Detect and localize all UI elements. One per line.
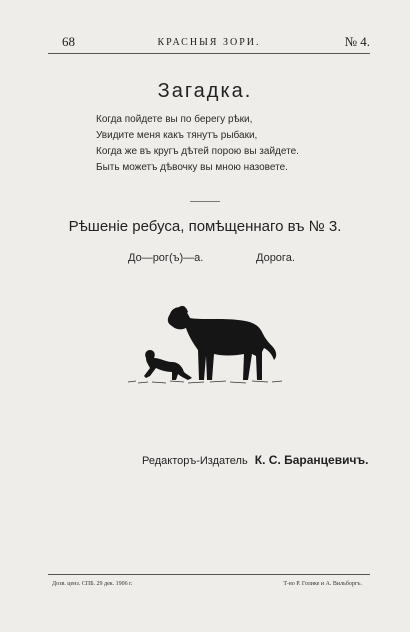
riddle-poem xyxy=(96,112,396,176)
printer-note: Т-во Р. Голике и А. Вильборгъ. xyxy=(283,581,362,587)
journal-title: КРАСНЫЯ ЗОРИ. xyxy=(157,37,261,48)
page-number: 68 xyxy=(62,34,75,49)
poem-line: Когда пойдете вы по берегу рѣки, xyxy=(96,114,253,125)
poem-line: Быть можетъ дѣвочку вы мною назовете. xyxy=(96,162,288,173)
rebus-breakdown: До—рог(ъ)—а. xyxy=(128,252,204,264)
poem-line: Увидите меня какъ тянутъ рыбаки, xyxy=(96,130,258,141)
censorship-note: Дозв. ценз. СПБ. 29 дек. 1906 г. xyxy=(52,581,133,587)
footer-rule xyxy=(48,574,370,575)
riddle-title: Загадка. xyxy=(157,80,253,102)
editor-name: К. С. Баранцевичъ. xyxy=(254,453,369,467)
editor-label: Редакторъ-Издатель xyxy=(142,455,248,467)
rebus-answer: Дорога. xyxy=(256,252,295,264)
page-header xyxy=(48,34,370,50)
solution-title: Рѣшеніе ребуса, помѣщеннаго въ № 3. xyxy=(68,218,342,235)
editor-credit xyxy=(142,453,369,467)
poem-line: Когда же въ кругъ дѣтей порою вы зайдете. xyxy=(96,146,299,157)
section-divider xyxy=(190,201,220,202)
dog-and-child-illustration xyxy=(126,296,286,393)
dog-silhouette-icon xyxy=(126,296,286,388)
issue-number: № 4. xyxy=(344,34,370,49)
header-rule xyxy=(48,53,370,54)
